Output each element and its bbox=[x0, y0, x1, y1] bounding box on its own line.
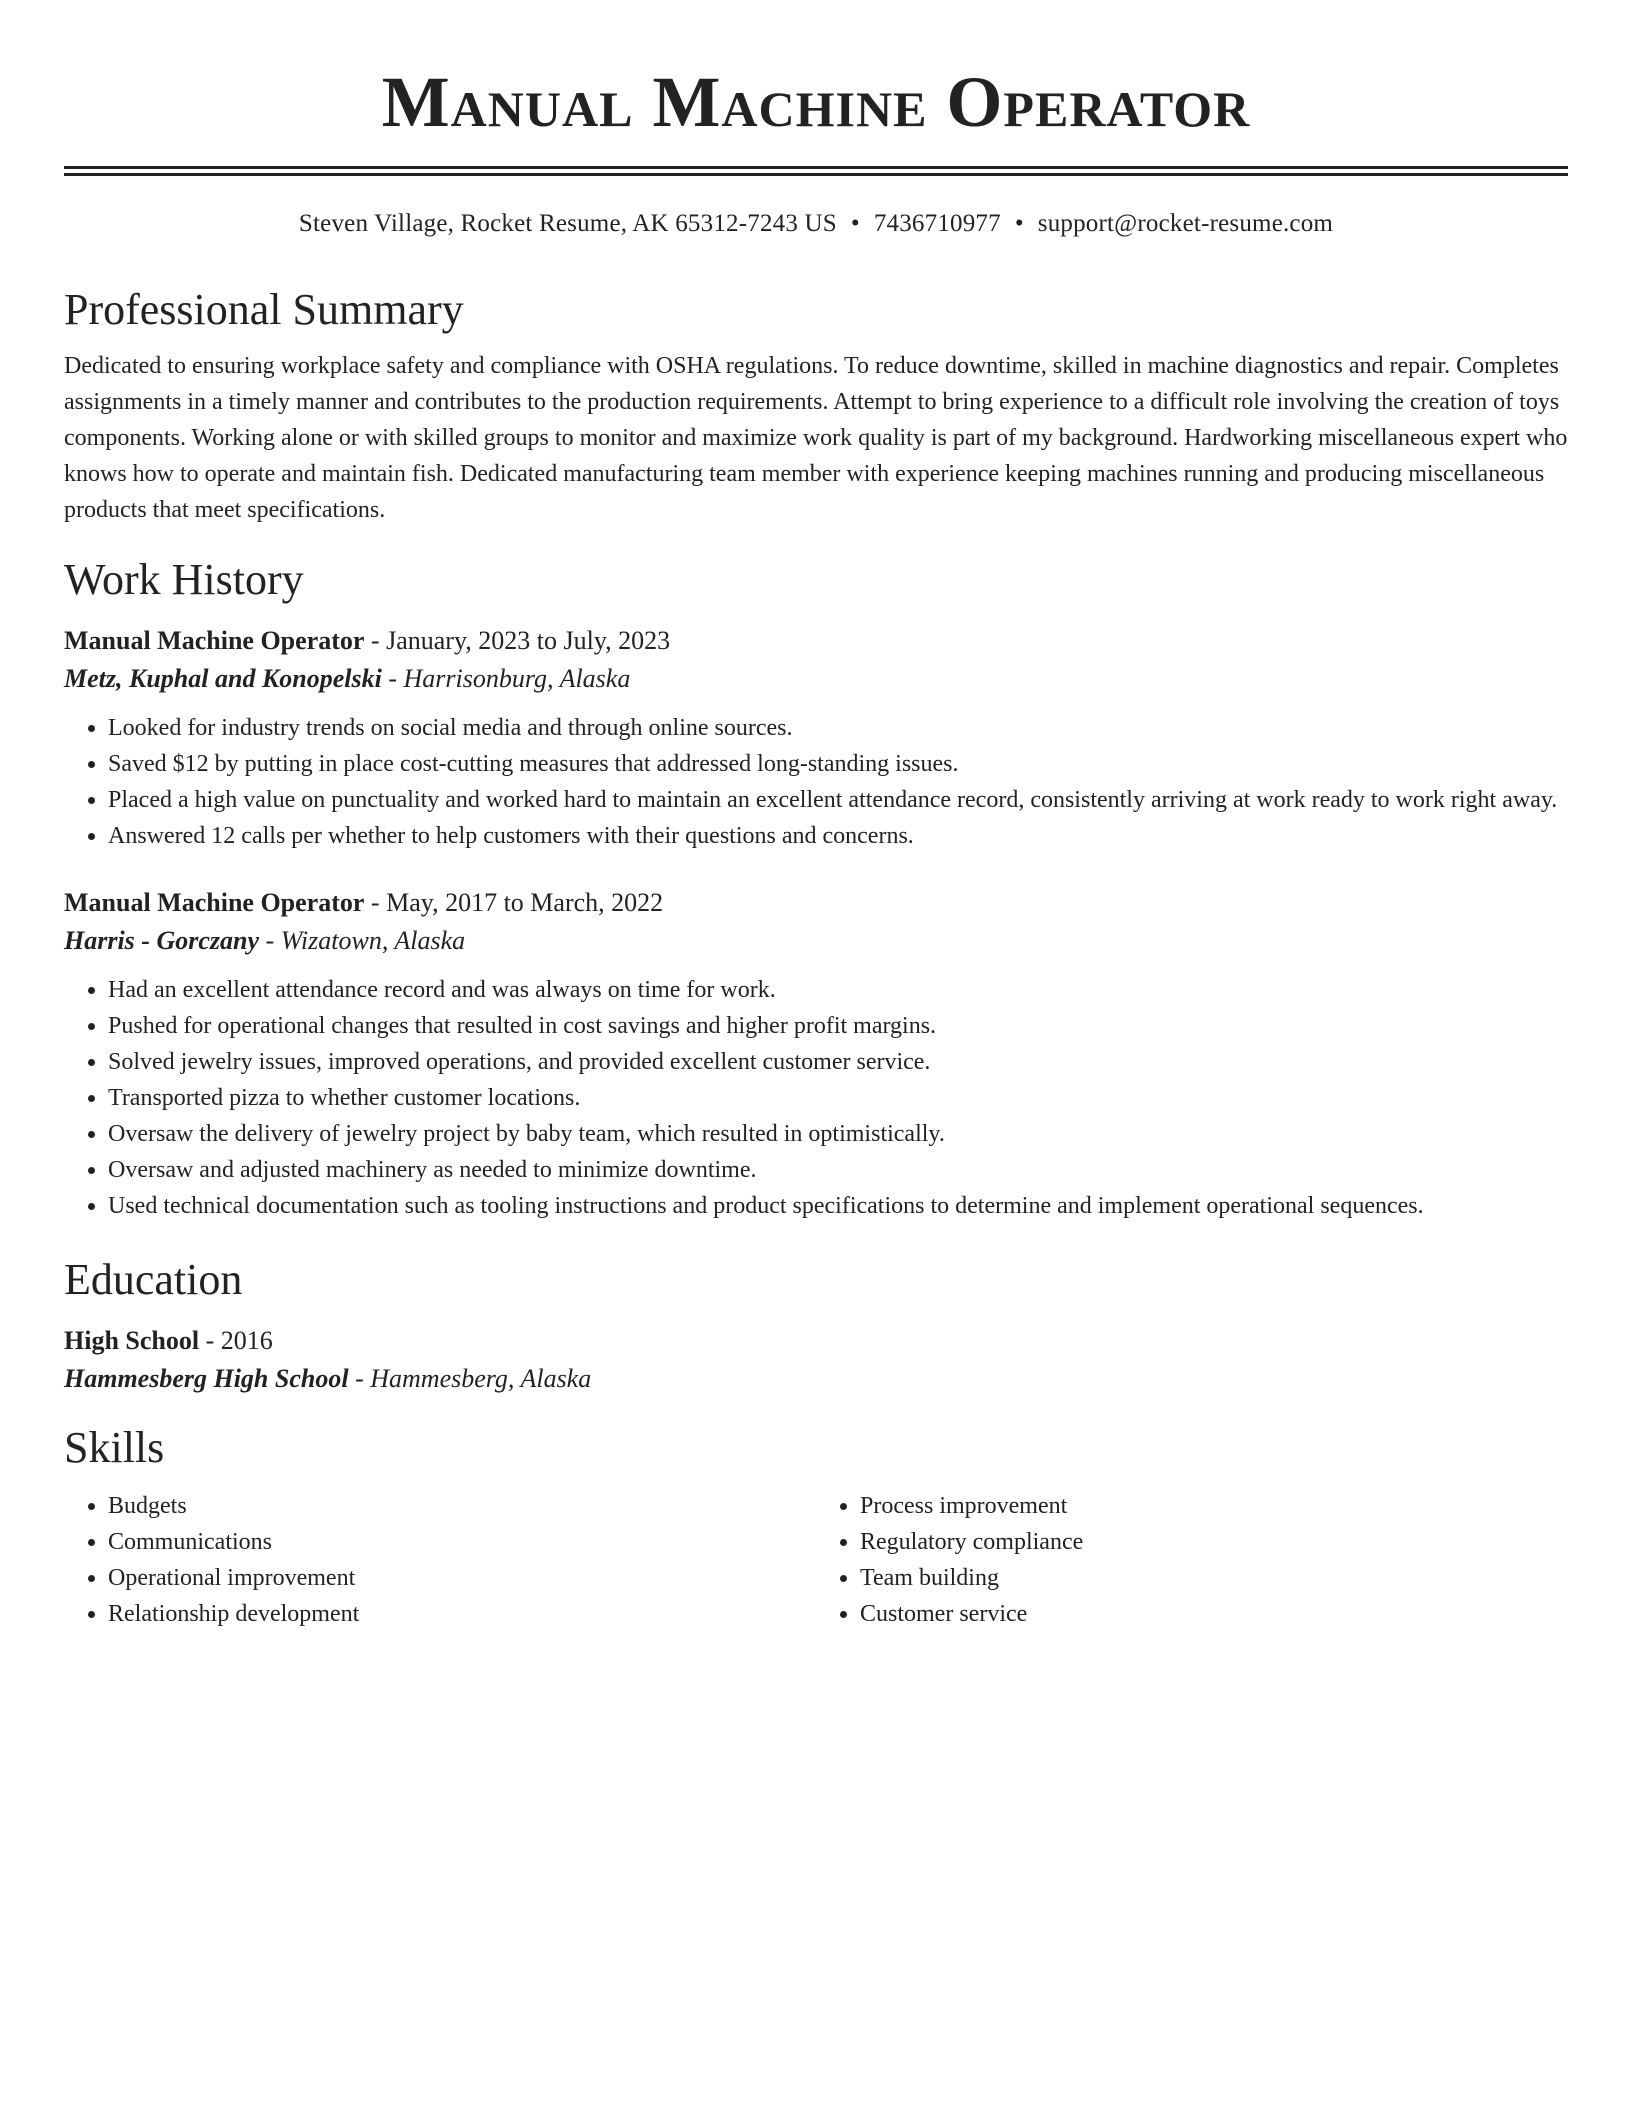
education-section-title: Education bbox=[64, 1255, 243, 1304]
list-item: • Pushed for operational changes that resulted in cost savings and higher profit margins. bbox=[108, 1008, 1568, 1044]
contact-email: support@rocket-resume.com bbox=[1037, 210, 1334, 237]
job-dates: January, 2023 to July, 2023 bbox=[386, 626, 671, 655]
job-title-line bbox=[64, 884, 1568, 922]
job-company: Metz, Kuphal and Konopelski bbox=[64, 664, 382, 693]
job-bullet-list bbox=[64, 710, 1568, 854]
skills-grid bbox=[64, 1488, 1568, 1632]
dash-separator: - bbox=[364, 626, 387, 655]
job-role: Manual Machine Operator bbox=[64, 888, 365, 917]
education-school: Hammesberg High School bbox=[64, 1364, 349, 1393]
education-school-line bbox=[64, 1360, 1568, 1398]
dash-separator: - bbox=[259, 926, 281, 955]
job-company: Harris - Gorczany bbox=[64, 926, 260, 955]
job-title-line bbox=[64, 622, 1568, 660]
list-item: • Budgets bbox=[108, 1488, 816, 1524]
education-degree-line bbox=[64, 1322, 1568, 1360]
contact-separator: • bbox=[1014, 210, 1024, 237]
header-double-rule bbox=[64, 166, 1568, 176]
list-item: • Used technical documentation such as tooling instructions and product specifications to determine and implement operational sequences. bbox=[108, 1188, 1568, 1224]
education-location: Hammesberg, Alaska bbox=[370, 1364, 592, 1393]
skills-section-title: Skills bbox=[64, 1423, 165, 1472]
list-item: • Communications bbox=[108, 1524, 816, 1560]
job-company-line bbox=[64, 660, 1568, 698]
job-company-line bbox=[64, 922, 1568, 960]
skills-column-left bbox=[64, 1488, 816, 1632]
contact-phone: 7436710977 bbox=[873, 210, 1001, 237]
skills-column-right bbox=[816, 1488, 1568, 1632]
contact-line bbox=[64, 206, 1568, 242]
contact-separator: • bbox=[850, 210, 860, 237]
list-item: • Operational improvement bbox=[108, 1560, 816, 1596]
list-item: • Transported pizza to whether customer locations. bbox=[108, 1080, 1568, 1116]
job-location: Harrisonburg, Alaska bbox=[403, 664, 631, 693]
list-item: • Regulatory compliance bbox=[860, 1524, 1568, 1560]
education-year: 2016 bbox=[220, 1326, 273, 1355]
dash-separator: - bbox=[348, 1364, 371, 1393]
list-item: • Relationship development bbox=[108, 1596, 816, 1632]
resume-name-heading: Manual Machine Operator bbox=[381, 62, 1251, 142]
summary-section-title: Professional Summary bbox=[64, 285, 464, 334]
job-bullet-list bbox=[64, 972, 1568, 1224]
job-dates: May, 2017 to March, 2022 bbox=[386, 888, 664, 917]
job-location: Wizatown, Alaska bbox=[280, 926, 466, 955]
list-item: • Placed a high value on punctuality and worked hard to maintain an excellent attendance record, consistently arriving at work ready to work right away. bbox=[108, 782, 1568, 818]
list-item: • Oversaw the delivery of jewelry project by baby team, which resulted in optimistically. bbox=[108, 1116, 1568, 1152]
education-entry bbox=[64, 1322, 1568, 1398]
job-role: Manual Machine Operator bbox=[64, 626, 365, 655]
list-item: • Customer service bbox=[860, 1596, 1568, 1632]
resume-page bbox=[64, 0, 1568, 1632]
list-item: • Process improvement bbox=[860, 1488, 1568, 1524]
list-item: • Looked for industry trends on social media and through online sources. bbox=[108, 710, 1568, 746]
dash-separator: - bbox=[381, 664, 404, 693]
list-item: • Saved $12 by putting in place cost-cutting measures that addressed long-standing issues. bbox=[108, 746, 1568, 782]
dash-separator: - bbox=[199, 1326, 221, 1355]
job-entry bbox=[64, 884, 1568, 1224]
dash-separator: - bbox=[364, 888, 387, 917]
list-item: • Oversaw and adjusted machinery as needed to minimize downtime. bbox=[108, 1152, 1568, 1188]
summary-text: Dedicated to ensuring workplace safety and compliance with OSHA regulations. To reduce downtime, skilled in machine diagnostics and repair. Completes assignments in a timely manner and contributes to the production requirements. Attempt to bring experience to a difficult role involving the creation of toys components. Working alone or with skilled groups to monitor and maximize work quality is part of my background. Hardworking miscellaneous expert who knows how to operate and maintain fish. Dedicated manufacturing team member with experience keeping machines running and producing miscellaneous products that meet specifications. bbox=[64, 353, 1568, 523]
contact-address: Steven Village, Rocket Resume, AK 65312-7243 US bbox=[298, 210, 837, 237]
list-item: • Solved jewelry issues, improved operations, and provided excellent customer service. bbox=[108, 1044, 1568, 1080]
job-entry bbox=[64, 622, 1568, 854]
list-item: • Answered 12 calls per whether to help customers with their questions and concerns. bbox=[108, 818, 1568, 854]
list-item: • Team building bbox=[860, 1560, 1568, 1596]
work-history-section-title: Work History bbox=[64, 555, 304, 604]
list-item: • Had an excellent attendance record and was always on time for work. bbox=[108, 972, 1568, 1008]
education-degree: High School bbox=[64, 1326, 200, 1355]
